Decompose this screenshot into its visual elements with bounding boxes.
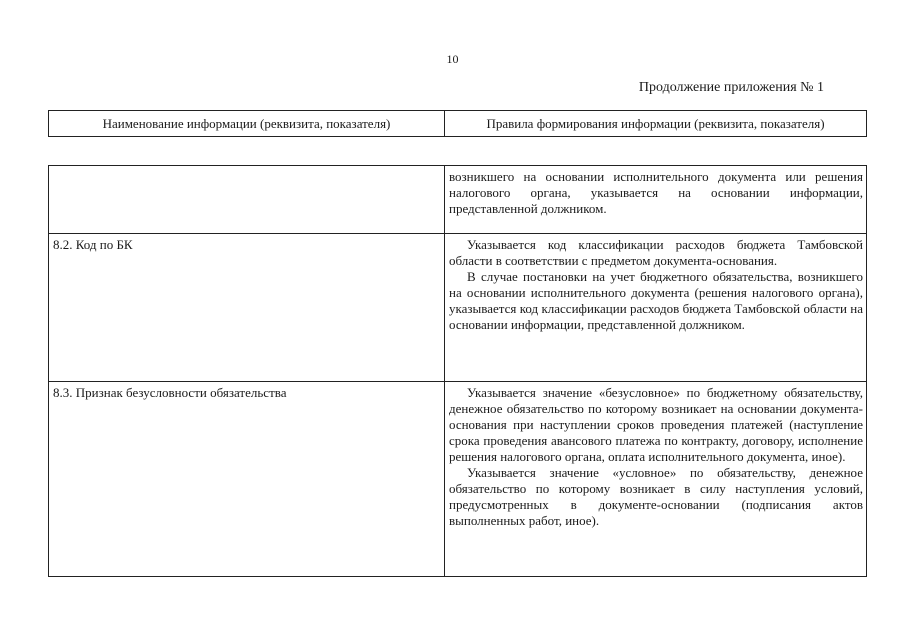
table-row [49,382,867,577]
rule-paragraph: Указывается код классификации расходов бюджета Тамбовской области в соответствии с предметом документа-основания. [449,237,863,268]
header-col-rules: Правила формирования информации (реквизита, показателя) [445,111,867,137]
row-rules [445,382,867,577]
row-name: 8.2. Код по БК [49,234,445,382]
table-header [48,110,867,137]
row-name: 8.3. Признак безусловности обязательства [49,382,445,577]
table-row [49,234,867,382]
continuation-label: Продолжение приложения № 1 [638,80,824,95]
header-col-name: Наименование информации (реквизита, показателя) [49,111,445,137]
rule-paragraph: возникшего на основании исполнительного документа или решения налогового органа, указывается на основании информации, представленной должником. [449,169,863,216]
table-row [49,166,867,234]
header-row [49,111,867,137]
row-rules [445,234,867,382]
requisites-table [48,165,867,577]
page-number: 10 [446,52,459,66]
rule-paragraph: В случае постановки на учет бюджетного обязательства, возникшего на основании исполнительного документа (решения налогового органа), указывается код классификации расходов бюджета Тамбовской области на основании информации, представленной должником. [449,269,863,332]
rule-paragraph: Указывается значение «условное» по обязательству, денежное обязательство по которому возникает в силу наступления условий, предусмотренных в документе-основании (подписания актов выполненных работ, иное). [449,465,863,528]
rule-paragraph: Указывается значение «безусловное» по бюджетному обязательству, денежное обязательство по которому возникает на основании документа-основания при наступлении сроков проведения платежей (наступление срока проведения авансового платежа по контракту, договору, исполнение решения налогового органа, оплата исполнительного документа, иное). [449,385,863,464]
row-name [49,166,445,234]
row-rules [445,166,867,234]
